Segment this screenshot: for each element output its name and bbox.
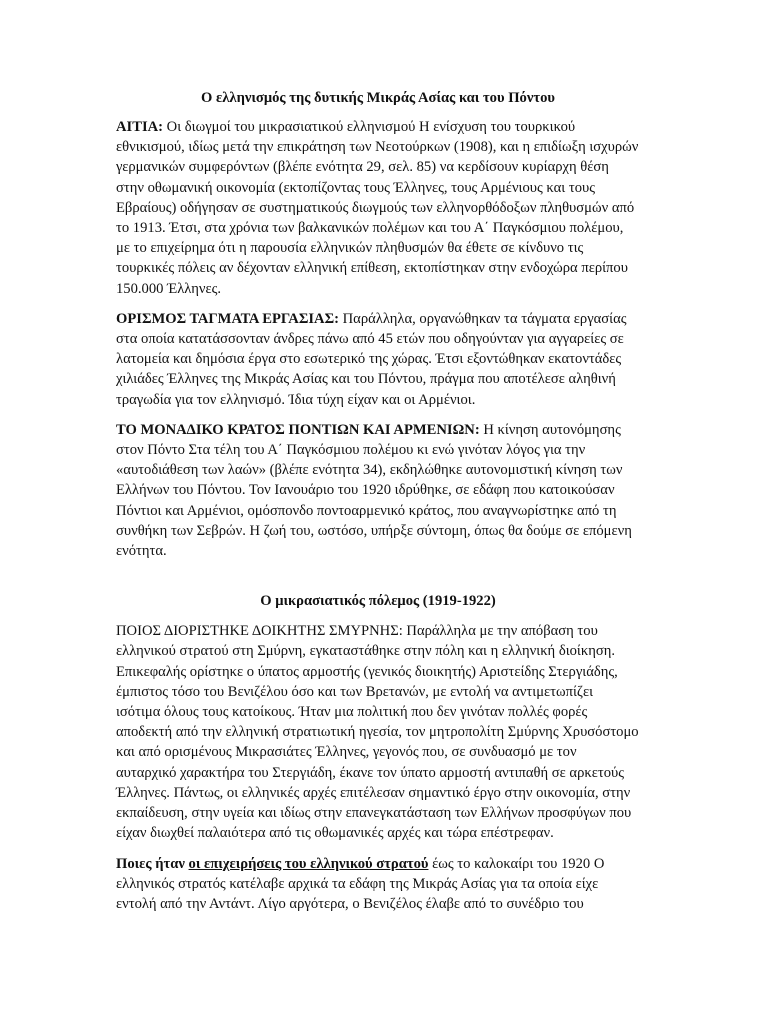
paragraph-pontic-state xyxy=(116,420,640,561)
paragraph-text: έως το καλοκαίρι του 1920 Ο ελληνικός στρατός κατέλαβε αρχικά τα εδάφη της Μικράς Ασίας για τα οποία είχε εντολή από την Αντάντ. Λίγο αργότερα, ο Βενιζέλος έλαβε από το συνέδριο του xyxy=(116,855,605,912)
paragraph-causes xyxy=(116,117,640,299)
paragraph-label-start: Ποιες ήταν xyxy=(116,855,189,872)
paragraph-label-underlined: οι επιχειρήσεις του ελληνικού στρατού xyxy=(188,855,429,872)
document-title: Ο ελληνισμός της δυτικής Μικράς Ασίας και του Πόντου xyxy=(201,90,555,106)
paragraph-text: Οι διωγμοί του μικρασιατικού ελληνισμού Η ενίσχυση του τουρκικού εθνικισμού, ιδίως μετά την επικράτηση των Νεοτούρκων (1908), και η επιδίωξη ισχυρών γερμανικών συμφερόντων (βλέπε ενότητα 29, σελ. 85) να κερδίσουν κυρίαρχη θέση στην οθωμανική οικονομία (εκτοπίζοντας τους Έλληνες, τους Αρμένιους και τους Εβραίους) οδήγησαν σε συστηματικούς διωγμούς των ελληνορθόδοξων πληθυσμών από το 1913. Έτσι, στα χρόνια των βαλκανικών πολέμων και του Α΄ Παγκόσμιου πολέμου, με το επιχείρημα ότι η παρουσία ελληνικών πληθυσμών θα έθετε σε κίνδυνο τις τουρκικές πόλεις αν δέχονταν ελληνική επίθεση, εκτοπίστηκαν στην ενδοχώρα περίπου 150.000 Έλληνες. xyxy=(116,119,639,297)
paragraph-label: ΑΙΤΙΑ: xyxy=(116,119,164,135)
paragraph-military-operations xyxy=(116,854,640,915)
paragraph-label: ΤΟ ΜΟΝΑΔΙΚΟ ΚΡΑΤΟΣ ΠΟΝΤΙΩΝ ΚΑΙ ΑΡΜΕΝΙΩΝ: xyxy=(116,421,480,438)
paragraph-text: Η κίνηση αυτονόμησης στον Πόντο Στα τέλη του Α΄ Παγκόσμιου πολέμου κι ενώ γινόταν λόγος για την «αυτοδιάθεση των λαών» (βλέπε ενότητα 34), εκδηλώθηκε αυτονομιστική κίνηση των Ελλήνων του Πόντου. Τον Ιανουάριο του 1920 ιδρύθηκε, σε εδάφη που κατοικούσαν Πόντιοι και Αρμένιοι, ομόσπονδο ποντοαρμενικό κράτος, που αναγνωρίστηκε από τη συνθήκη των Σεβρών. Η ζωή του, ωστόσο, υπήρξε σύντομη, όπως θα δούμε σε επόμενη ενότητα. xyxy=(116,421,632,560)
paragraph-labor-battalions xyxy=(116,309,640,410)
paragraph-text: Παράλληλα, οργανώθηκαν τα τάγματα εργασίας στα οποία κατατάσσονταν άνδρες πάνω από 45 ετών που οδηγούνταν για αγγαρείες σε λατομεία και δημόσια έργα στο εσωτερικό της χώρας. Έτσι εξοντώθηκαν εκατοντάδες χιλιάδες Έλληνες της Μικράς Ασίας και του Πόντου, πράγμα που αποτέλεσε αληθινή τραγωδία για τον ελληνισμό. Ίδια τύχη είχαν και οι Αρμένιοι. xyxy=(116,310,627,408)
section-subtitle: Ο μικρασιατικός πόλεμος (1919-1922) xyxy=(260,593,496,610)
paragraph-label: ΟΡΙΣΜΟΣ ΤΑΓΜΑΤΑ ΕΡΓΑΣΙΑΣ: xyxy=(116,310,339,327)
paragraph-smyrna-administration: ΠΟΙΟΣ ΔΙΟΡΙΣΤΗΚΕ ΔΟΙΚΗΤΗΣ ΣΜΥΡΝΗΣ: Παράλληλα με την απόβαση του ελληνικού στρατού στη Σμύρνη, εγκαταστάθηκε στην πόλη και η ελληνική διοίκηση. Επικεφαλής ορίστηκε ο ύπατος αρμοστής (γενικός διοικητής) Αριστείδης Στεργιάδης, έμπιστος τόσο του Βενιζέλου όσο και των Βρετανών, με εντολή να αντιμετωπίζει ισότιμα όλους τους κατοίκους. Ήταν μια πολιτική που δεν γινόταν πολλές φορές αποδεκτή από την ελληνική στρατιωτική ηγεσία, τον μητροπολίτη Σμύρνης Χρυσόστομο και από ορισμένους Μικρασιάτες Έλληνες, γεγονός που, σε συνδυασμό με τον αυταρχικό χαρακτήρα του Στεργιάδη, έκανε τον ύπατο αρμοστή αντιπαθή σε αρκετούς Έλληνες. Πάντως, οι ελληνικές αρχές επιτέλεσαν σημαντικό έργο στην οικονομία, στην εκπαίδευση, στην υγεία και ιδίως στην επανεγκατάσταση των Ελλήνων προσφύγων που είχαν διωχθεί παλαιότερα από τις οθωμανικές αρχές και τώρα επέστρεφαν. xyxy=(116,623,639,842)
